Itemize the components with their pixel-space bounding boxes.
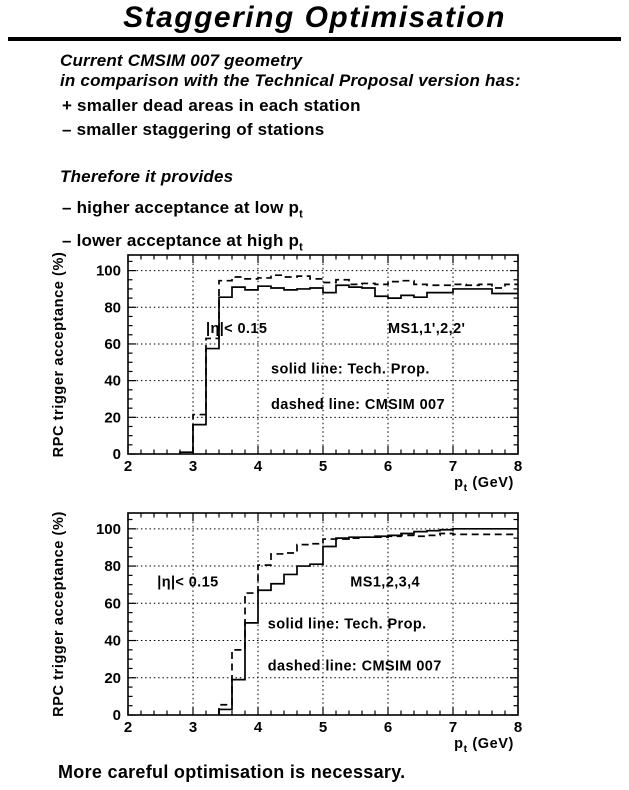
bullet-text: – lower acceptance at high p xyxy=(62,231,300,250)
y-tick-label: 0 xyxy=(112,446,121,463)
footer-note: More careful optimisation is necessary. xyxy=(58,762,406,782)
y-axis-title: RPC trigger acceptance (%) xyxy=(51,251,67,458)
annotation: MS1,1',2,2' xyxy=(388,320,466,337)
y-tick-label: 40 xyxy=(104,372,121,390)
subscript-t: t xyxy=(299,208,303,221)
y-tick-label: 60 xyxy=(104,595,121,613)
title-underline xyxy=(8,37,621,41)
y-tick-label: 80 xyxy=(104,299,121,317)
x-axis-title: $p_t$ (GeV) xyxy=(454,736,514,755)
x-tick-label: 3 xyxy=(188,458,198,475)
provides-heading: Therefore it provides xyxy=(60,167,234,186)
x-tick-label: 5 xyxy=(318,458,328,475)
x-tick-label: 7 xyxy=(448,458,458,475)
x-tick-label: 4 xyxy=(253,458,263,475)
annotation: dashed line: CMSIM 007 xyxy=(271,397,445,414)
page-title: Staggering Optimisation xyxy=(123,1,506,34)
y-tick-label: 0 xyxy=(112,707,121,724)
bullet-higher-acceptance xyxy=(62,198,303,220)
y-tick-label: 20 xyxy=(104,669,121,687)
x-tick-label: 8 xyxy=(513,458,523,475)
y-axis-title: RPC trigger acceptance (%) xyxy=(51,511,67,717)
bullet-text: – higher acceptance at low p xyxy=(62,198,300,217)
bullet-staggering: – smaller staggering of stations xyxy=(62,120,325,139)
intro-line-1: Current CMSIM 007 geometry xyxy=(60,51,303,70)
subscript-t: t xyxy=(299,241,303,254)
x-tick-label: 2 xyxy=(123,458,133,475)
annotation: |η|< 0.15 xyxy=(206,320,268,337)
x-axis-title: $p_t$ (GeV) xyxy=(454,475,514,494)
chart-acceptance-ms1234 xyxy=(0,503,629,759)
annotation: MS1,2,3,4 xyxy=(350,574,421,591)
annotation: |η|< 0.15 xyxy=(157,574,219,591)
x-tick-label: 6 xyxy=(383,458,393,475)
x-tick-label: 2 xyxy=(123,719,133,736)
bullet-dead-areas: + smaller dead areas in each station xyxy=(62,96,361,115)
chart-acceptance-ms11-22 xyxy=(0,245,629,497)
annotation: solid line: Tech. Prop. xyxy=(267,616,427,633)
y-tick-label: 40 xyxy=(104,632,121,650)
x-tick-label: 4 xyxy=(253,719,263,736)
y-tick-label: 20 xyxy=(104,409,121,427)
x-tick-label: 6 xyxy=(383,719,393,736)
y-tick-label: 100 xyxy=(95,520,121,538)
x-tick-label: 5 xyxy=(318,719,328,736)
x-tick-label: 3 xyxy=(188,719,198,736)
y-tick-label: 60 xyxy=(104,335,121,353)
intro-line-2: in comparison with the Technical Proposal version has: xyxy=(60,71,521,90)
x-tick-label: 8 xyxy=(513,719,523,736)
annotation: dashed line: CMSIM 007 xyxy=(267,658,442,675)
x-tick-label: 7 xyxy=(448,719,458,736)
annotation: solid line: Tech. Prop. xyxy=(271,361,430,378)
y-tick-label: 80 xyxy=(104,558,121,576)
y-tick-label: 100 xyxy=(95,262,121,280)
